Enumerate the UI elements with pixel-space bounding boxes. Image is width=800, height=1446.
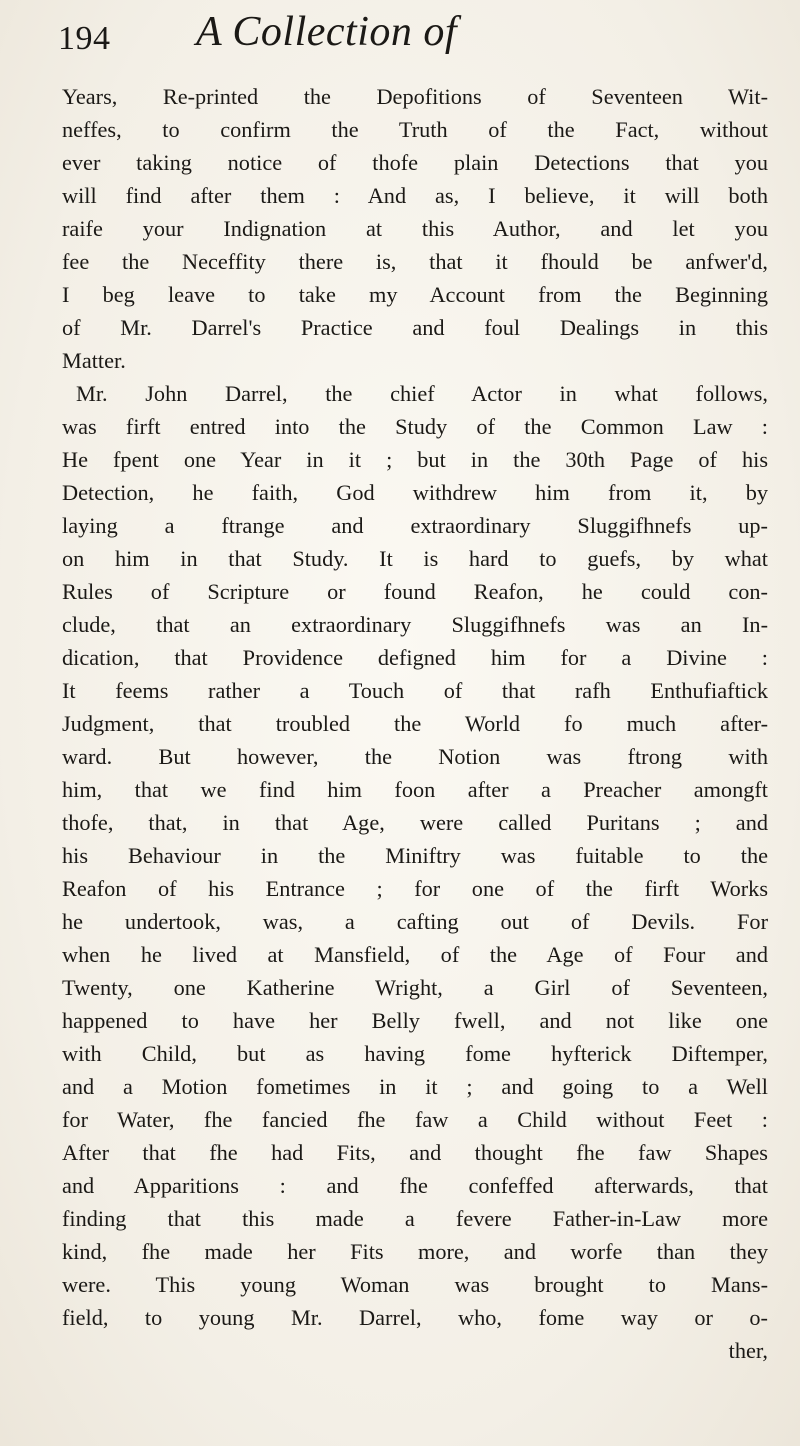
text-line: Years, Re-printed the Depofitions of Seventeen Wit- bbox=[62, 84, 768, 109]
text-line: fee the Neceffity there is, that it fhould be anfwer'd, bbox=[62, 249, 768, 274]
text-line: of Mr. Darrel's Practice and foul Dealings in this bbox=[62, 315, 768, 340]
text-line: Reafon of his Entrance ; for one of the firft Works bbox=[62, 876, 768, 901]
text-line: him, that we find him foon after a Preacher amongft bbox=[62, 777, 768, 802]
text-line: ever taking notice of thofe plain Detections that you bbox=[62, 150, 768, 175]
text-line: for Water, fhe fancied fhe faw a Child without Feet : bbox=[62, 1107, 768, 1132]
text-line: Rules of Scripture or found Reafon, he could con- bbox=[62, 579, 768, 604]
text-line: were. This young Woman was brought to Mans- bbox=[62, 1272, 768, 1297]
text-line: and Apparitions : and fhe confeffed afterwards, that bbox=[62, 1173, 768, 1198]
catchword: ther, bbox=[728, 1338, 768, 1363]
text-line: Detection, he faith, God withdrew him from it, by bbox=[62, 480, 768, 505]
text-line: happened to have her Belly fwell, and not like one bbox=[62, 1008, 768, 1033]
text-line: kind, fhe made her Fits more, and worfe than they bbox=[62, 1239, 768, 1264]
text-line: with Child, but as having fome hyfterick Diftemper, bbox=[62, 1041, 768, 1066]
text-line: It feems rather a Touch of that rafh Enthufiaftick bbox=[62, 678, 768, 703]
text-line: finding that this made a fevere Father-in-Law more bbox=[62, 1206, 768, 1231]
text-line: on him in that Study. It is hard to guefs, by what bbox=[62, 546, 768, 571]
running-head bbox=[58, 8, 760, 68]
text-line: his Behaviour in the Miniftry was fuitable to the bbox=[62, 843, 768, 868]
text-line: dication, that Providence defigned him for a Divine : bbox=[62, 645, 768, 670]
text-line: thofe, that, in that Age, were called Puritans ; and bbox=[62, 810, 768, 835]
text-line: Matter. bbox=[62, 348, 126, 373]
text-line: clude, that an extraordinary Sluggifhnefs was an In- bbox=[62, 612, 768, 637]
text-line: Twenty, one Katherine Wright, a Girl of Seventeen, bbox=[62, 975, 768, 1000]
text-line: raife your Indignation at this Author, and let you bbox=[62, 216, 768, 241]
text-line: and a Motion fometimes in it ; and going to a Well bbox=[62, 1074, 768, 1099]
text-line: I beg leave to take my Account from the Beginning bbox=[62, 282, 768, 307]
text-line: After that fhe had Fits, and thought fhe faw Shapes bbox=[62, 1140, 768, 1165]
body-text bbox=[62, 80, 768, 1367]
text-line: field, to young Mr. Darrel, who, fome way or o- bbox=[62, 1305, 768, 1330]
text-line: Judgment, that troubled the World fo much after- bbox=[62, 711, 768, 736]
paragraph-start-line: Mr. John Darrel, the chief Actor in what follows, bbox=[76, 381, 768, 406]
text-line: when he lived at Mansfield, of the Age of Four and bbox=[62, 942, 768, 967]
text-line: was firft entred into the Study of the Common Law : bbox=[62, 414, 768, 439]
text-line: ward. But however, the Notion was ftrong with bbox=[62, 744, 768, 769]
text-line: He fpent one Year in it ; but in the 30th Page of his bbox=[62, 447, 768, 472]
text-line: laying a ftrange and extraordinary Sluggifhnefs up- bbox=[62, 513, 768, 538]
page-number: 194 bbox=[58, 20, 111, 57]
text-line: will find after them : And as, I believe, it will both bbox=[62, 183, 768, 208]
text-line: neffes, to confirm the Truth of the Fact, without bbox=[62, 117, 768, 142]
running-title: A Collection of bbox=[196, 9, 458, 55]
text-line: he undertook, was, a cafting out of Devils. For bbox=[62, 909, 768, 934]
